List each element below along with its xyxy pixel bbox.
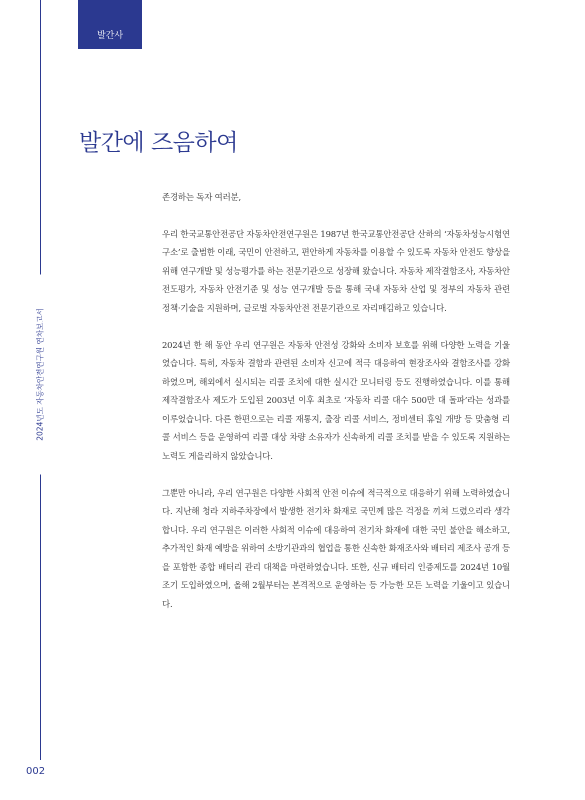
page-title: 발간에 즈음하여: [79, 130, 238, 156]
section-tab-label: 발간사: [96, 31, 124, 41]
paragraph-2: 2024년 한 해 동안 우리 연구원은 자동차 안전성 강화와 소비자 보호를 위해 다양한 노력을 기울였습니다. 특히, 자동차 결함과 관련된 소비자 신고에 적극 대응하여 현장조사와 결함조사를 강화하였으며, 해외에서 실시되는 리콜 조치에 대한 실시간 모니터링 등도 진행하였습니다. 이를 통해 제작결함조사 제도가 도입된 2003년 이후 최초로 ‘자동차 리콜 대수 500만 대 돌파’라는 성과를 이루었습니다. 다른 한편으로는 리콜 재통지, 출장 리콜 서비스, 정비센터 휴일 개방 등 맞춤형 리콜 서비스 등을 운영하여 리콜 대상 차량 소유자가 신속하게 리콜 조치를 받을 수 있도록 지원하는 노력도 게을리하지 않았습니다.: [162, 339, 511, 461]
paragraph-1: 우리 한국교통안전공단 자동차안전연구원은 1987년 한국교통안전공단 산하의 ‘자동차성능시험연구소’로 출범한 이래, 국민이 안전하고, 편안하게 자동차를 이용할 수 있도록 자동차 안전도 향상을 위해 연구개발 및 성능평가를 하는 전문기관으로 성장해 왔습니다. 자동차 제작결함조사, 자동차안전도평가, 자동차 안전기준 및 성능 연구개발 등을 통해 국내 자동차 산업 및 정부의 자동차 관련 정책·기술을 지원하며, 글로벌 자동차안전 전문기관으로 자리매김하고 있습니다.: [162, 228, 510, 313]
page-number: 002: [26, 766, 46, 777]
running-title-text: 2024년도 자동차안전연구원 연차보고서: [35, 275, 46, 475]
body-text: [162, 188, 510, 632]
greeting: 존경하는 독자 여러분,: [162, 192, 241, 202]
paragraph-3: 그뿐만 아니라, 우리 연구원은 다양한 사회적 안전 이슈에 적극적으로 대응하기 위해 노력하였습니다. 지난해 청라 지하주차장에서 발생한 전기차 화재로 국민께 많은 걱정을 끼쳐 드렸으리라 생각합니다. 우리 연구원은 이러한 사회적 이슈에 대응하여 전기차 화재에 대한 국민 불안을 해소하고, 추가적인 화재 예방을 위하여 소방기관과의 협업을 통한 신속한 화재조사와 배터리 제조사 공개 등을 포함한 종합 배터리 관리 대책을 마련하였습니다. 또한, 신규 배터리 인증제도를 2024년 10월 조기 도입하였으며, 올해 2월부터는 본격적으로 운영하는 등 가능한 모든 노력을 기울이고 있습니다.: [162, 487, 510, 609]
section-tab: [78, 0, 142, 49]
